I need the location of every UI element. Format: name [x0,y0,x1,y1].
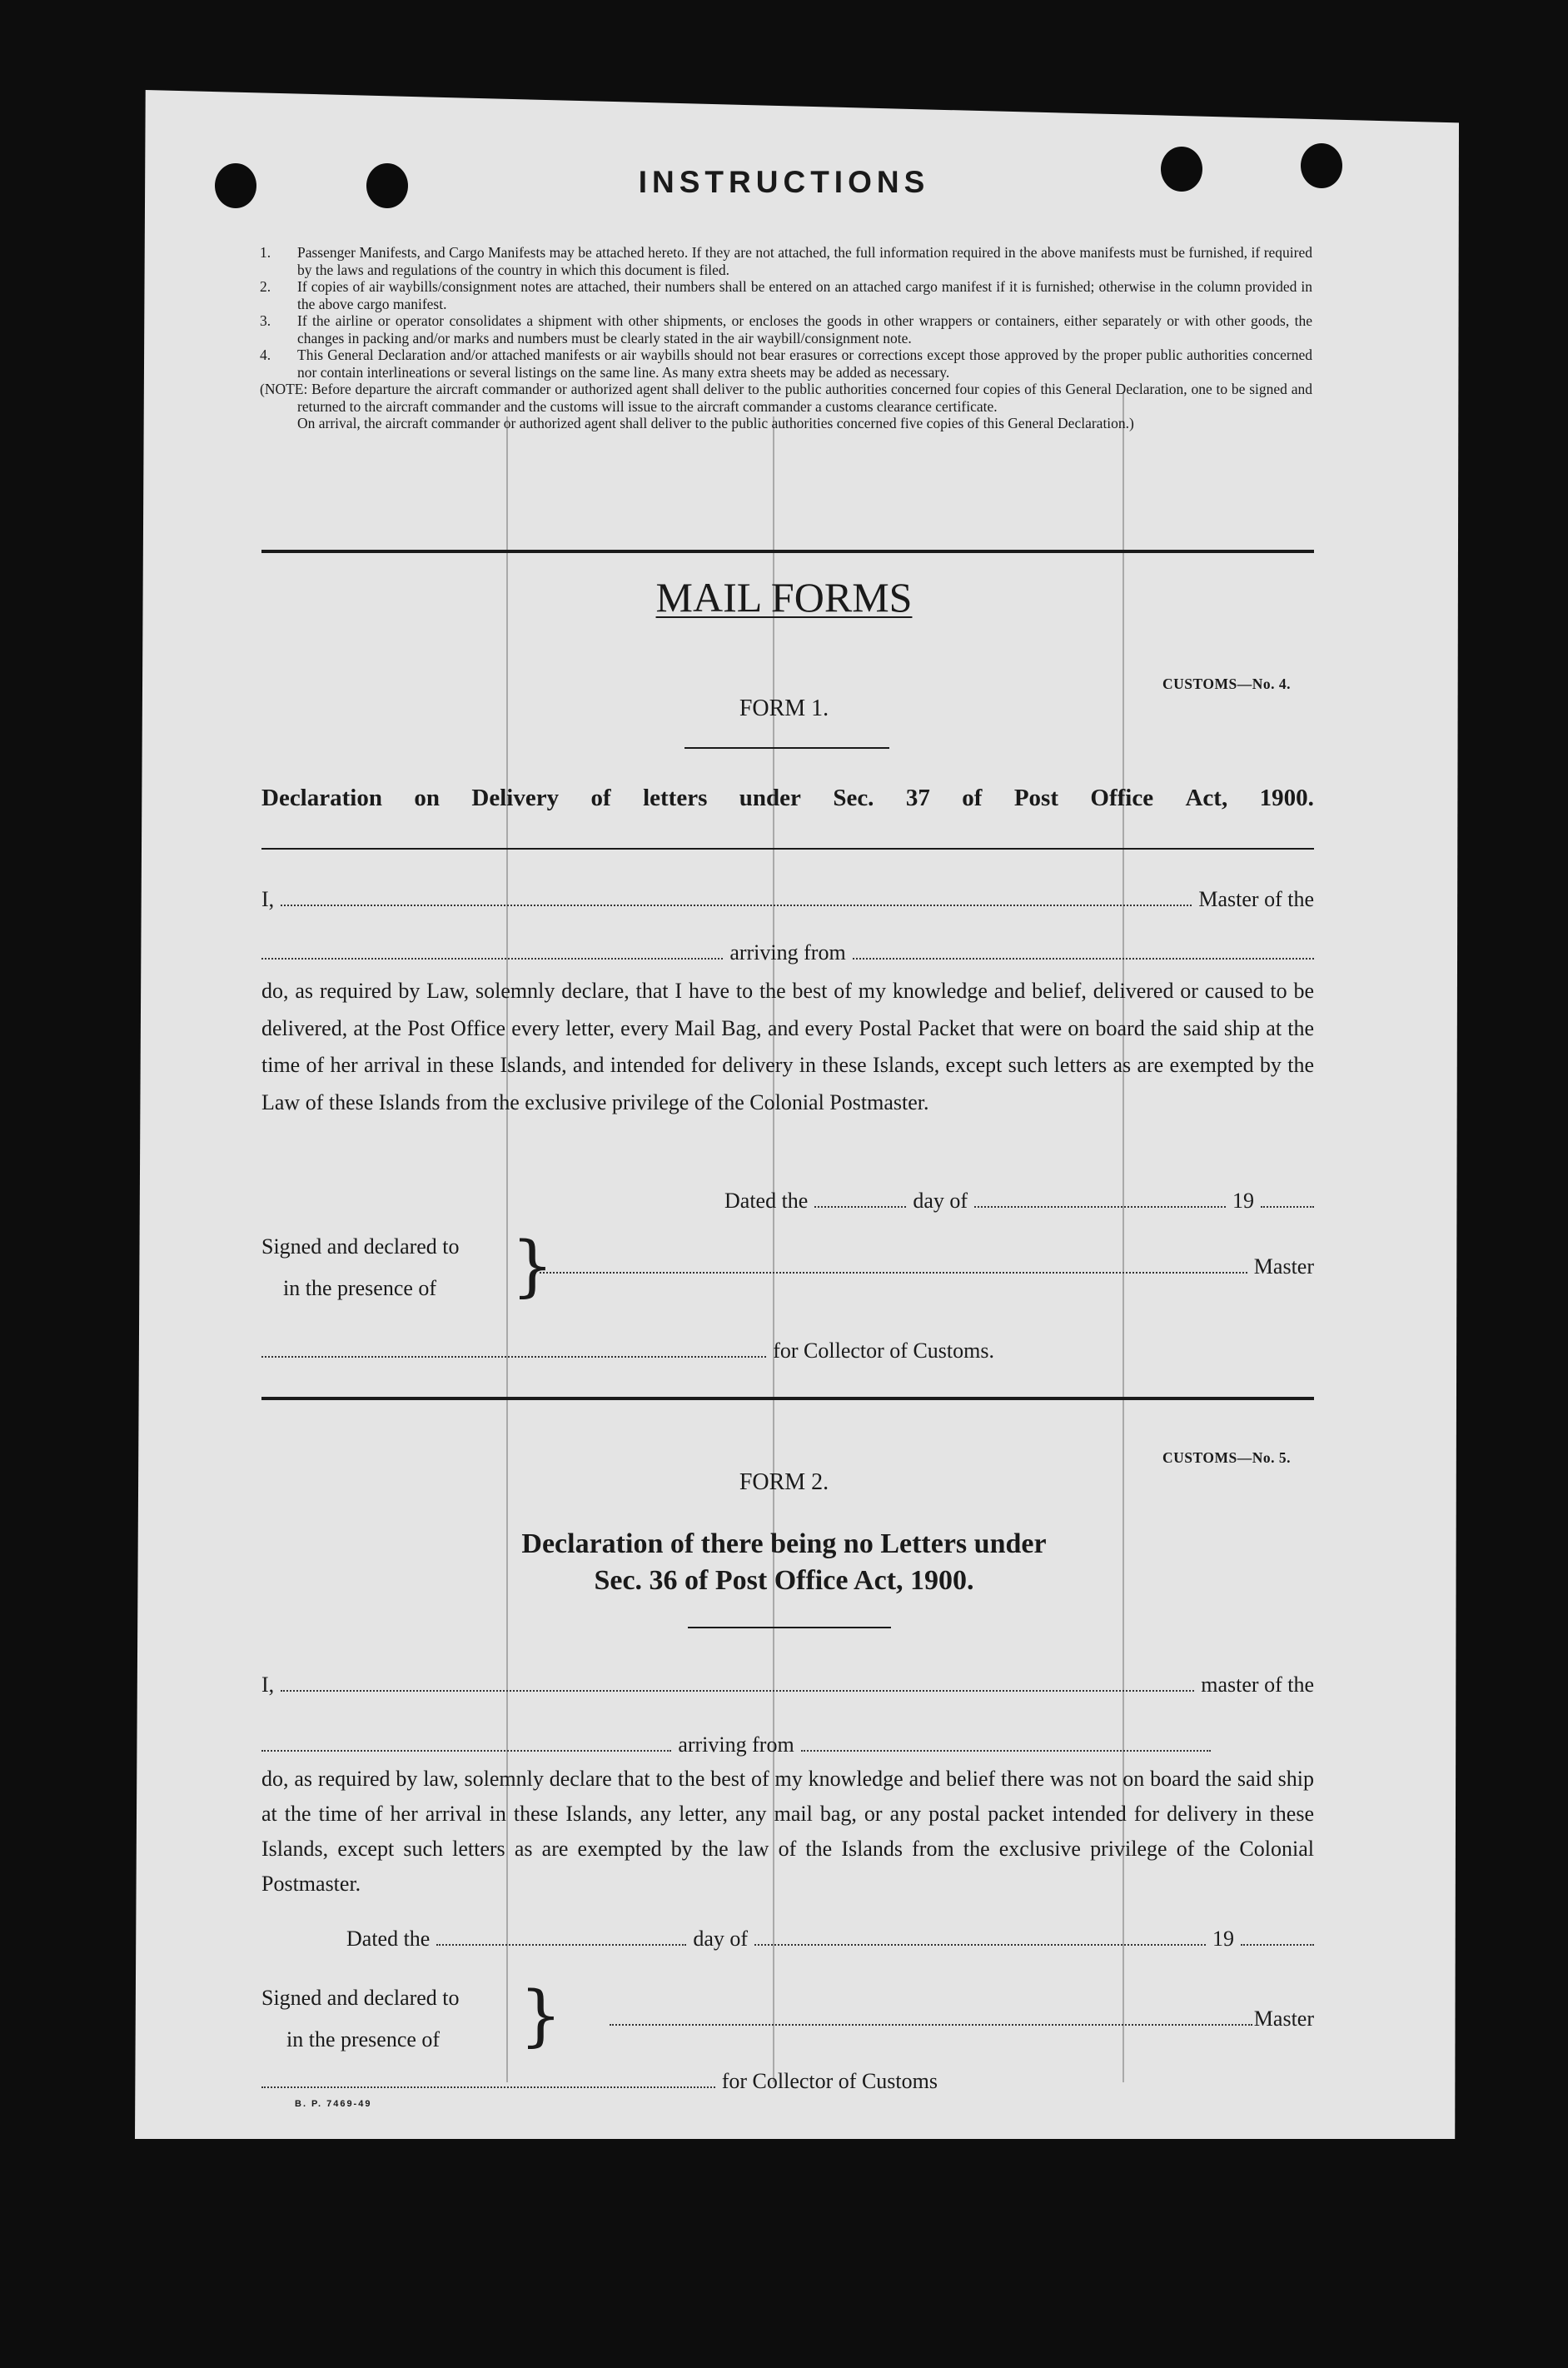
form2-master-line [261,1673,1314,1697]
form2-signed-line2: in the presence of [286,2027,441,2051]
instruction-item [260,312,1312,346]
form2-month-field[interactable] [754,1937,1206,1946]
heading-word: 1900. [1259,785,1314,811]
form2-arriving-label: arriving from [678,1732,794,1757]
form1-day-of-label: day of [913,1189,968,1213]
form2-ship-field[interactable] [261,1743,671,1752]
form1-arriving-line [261,940,1314,965]
form1-day-field[interactable] [814,1199,906,1208]
form1-collector-line [261,1339,994,1363]
form1-ship-field[interactable] [261,951,723,960]
form1-label: FORM 1. [739,695,829,721]
form2-name-field[interactable] [281,1683,1194,1692]
instruction-number: 1. [260,244,271,261]
instruction-number: 2. [260,278,271,295]
form-divider [261,1397,1314,1400]
heading-word: under [739,785,801,811]
instruction-number: 3. [260,312,271,329]
form2-declaration-heading-line2: Sec. 36 of Post Office Act, 1900. [594,1565,974,1596]
mail-forms-title: MAIL FORMS [655,574,913,621]
form1-title-rule [684,747,889,749]
form1-dated-label: Dated the [724,1189,809,1213]
form2-signed-label [261,1977,460,2061]
form2-declaration-body: do, as required by law, solemnly declare that to the best of my knowledge and belief there was not on board the said ship at the time of her arrival in these Islands, any letter, any mail bag, or any postal packet intended for delivery in these Islands, except such letters as are exempted by the law of the Islands from the exclusive privilege of the Colonial Postmaster. [261,1767,1314,1896]
form1-collector-label: for Collector of Customs. [773,1339,994,1363]
heading-word: of [590,785,611,811]
heading-word: Post [1013,785,1058,811]
heading-word: Office [1090,785,1154,811]
form1-master-line [261,887,1314,912]
form1-name-field[interactable] [281,898,1192,906]
form2-signed-line1: Signed and declared to [261,1986,460,2010]
form1-customs-number: CUSTOMS—No. 4. [1162,676,1291,692]
print-code: B. P. 7469-49 [295,2099,372,2109]
form2-day-of-label: day of [693,1927,749,1951]
form1-year-label: 19 [1232,1189,1254,1213]
form1-arriving-label: arriving from [729,940,846,965]
form2-origin-field[interactable] [801,1743,1211,1752]
heading-word: Sec. [833,785,874,811]
instruction-arrival-note: On arrival, the aircraft commander or authorized agent shall deliver to the public authorities concerned five copies of this General Declaration.) [297,415,1134,431]
form1-master-label: Master [1253,1254,1314,1279]
instruction-text: This General Declaration and/or attached manifests or air waybills should not bear erasures or corrections except those approved by the proper public authorities concerned nor contain interlineations or several listings on the same line. As many extra sheets may be added as necessary. [297,346,1312,381]
form1-master-signature-line [533,1254,1314,1279]
instruction-item [260,346,1312,381]
brace-icon: } [511,1227,554,1304]
heading-word: on [414,785,441,811]
form1-year-field[interactable] [1261,1199,1314,1208]
form1-heading-underline [261,848,1314,850]
form2-collector-line [261,2069,938,2094]
form1-master-signature-field[interactable] [540,1265,1247,1274]
form1-month-field[interactable] [974,1199,1226,1208]
form2-dated-line [346,1927,1314,1952]
form1-signed-line2: in the presence of [283,1276,437,1300]
heading-word: letters [643,785,708,811]
section-divider [261,550,1314,553]
instruction-item [260,278,1312,312]
form1-declaration-body: do, as required by Law, solemnly declare, that I have to the best of my knowledge and belief, delivered or caused to be delivered, at the Post Office every letter, every Mail Bag, and every Postal Packet that were on board the said ship at the time of her arrival in these Islands, and intended for delivery in these Islands, except such letters as are exempted by the Law of these Islands from the exclusive privilege of the Colonial Postmaster. [261,979,1314,1114]
instruction-note: (NOTE: Before departure the aircraft commander or authorized agent shall deliver to the public authorities concerned four copies of this General Declaration, one to be signed and returned to the aircraft commander and the customs will issue to the aircraft commander a customs clearance certificate. [260,381,1312,415]
form2-i-label: I, [261,1673,275,1697]
form1-master-of-label: Master of the [1198,887,1314,911]
form2-master-signature-field[interactable] [610,2017,1252,2026]
instruction-text: If the airline or operator consolidates a shipment with other shipments, or encloses the goods in other wrappers or containers, either separately or with other goods, the changes in packing and/or marks and numbers must be clearly stated in the air waybill/consignment note. [297,312,1312,346]
form1-signed-line1: Signed and declared to [261,1234,460,1259]
form2-arriving-line [261,1732,1211,1757]
heading-word: Delivery [471,785,560,811]
form2-year-field[interactable] [1241,1937,1314,1946]
instructions-title: INSTRUCTIONS [638,165,930,199]
form2-collector-field[interactable] [261,2080,715,2088]
form1-origin-field[interactable] [853,951,1314,960]
heading-word: 37 [905,785,930,811]
instruction-text: Passenger Manifests, and Cargo Manifests may be attached hereto. If they are not attached, the full information required in the above manifests must be furnished, if required by the laws and regulations of the country in which this document is filed. [297,244,1312,278]
form2-master-label: Master [1253,2007,1314,2031]
heading-word: Declaration [261,785,382,811]
form2-day-field[interactable] [436,1937,686,1946]
form2-customs-number: CUSTOMS—No. 5. [1162,1449,1291,1466]
form2-collector-label: for Collector of Customs [721,2069,938,2093]
instruction-text: If copies of air waybills/consignment notes are attached, their numbers shall be entered on an attached cargo manifest if it is furnished; otherwise in the column provided in the above cargo manifest. [297,278,1312,312]
brace-icon: } [520,1977,562,2054]
instructions-list [260,244,1312,432]
heading-word: of [962,785,983,811]
form1-signed-label [261,1226,460,1309]
heading-word: Act, [1185,785,1228,811]
form2-master-signature-line [603,2007,1314,2031]
instruction-number: 4. [260,346,271,363]
form2-dated-label: Dated the [346,1927,431,1951]
form2-title-rule [688,1627,891,1628]
form1-dated-line [724,1189,1314,1214]
form1-i-label: I, [261,887,275,911]
form2-master-of-label: master of the [1201,1673,1314,1697]
form2-year-label: 19 [1212,1927,1234,1951]
form1-declaration-heading [261,785,1314,812]
form1-collector-field[interactable] [261,1349,766,1358]
instruction-item [260,244,1312,278]
form2-label: FORM 2. [739,1469,829,1495]
form2-declaration-heading-line1: Declaration of there being no Letters under [521,1528,1047,1559]
